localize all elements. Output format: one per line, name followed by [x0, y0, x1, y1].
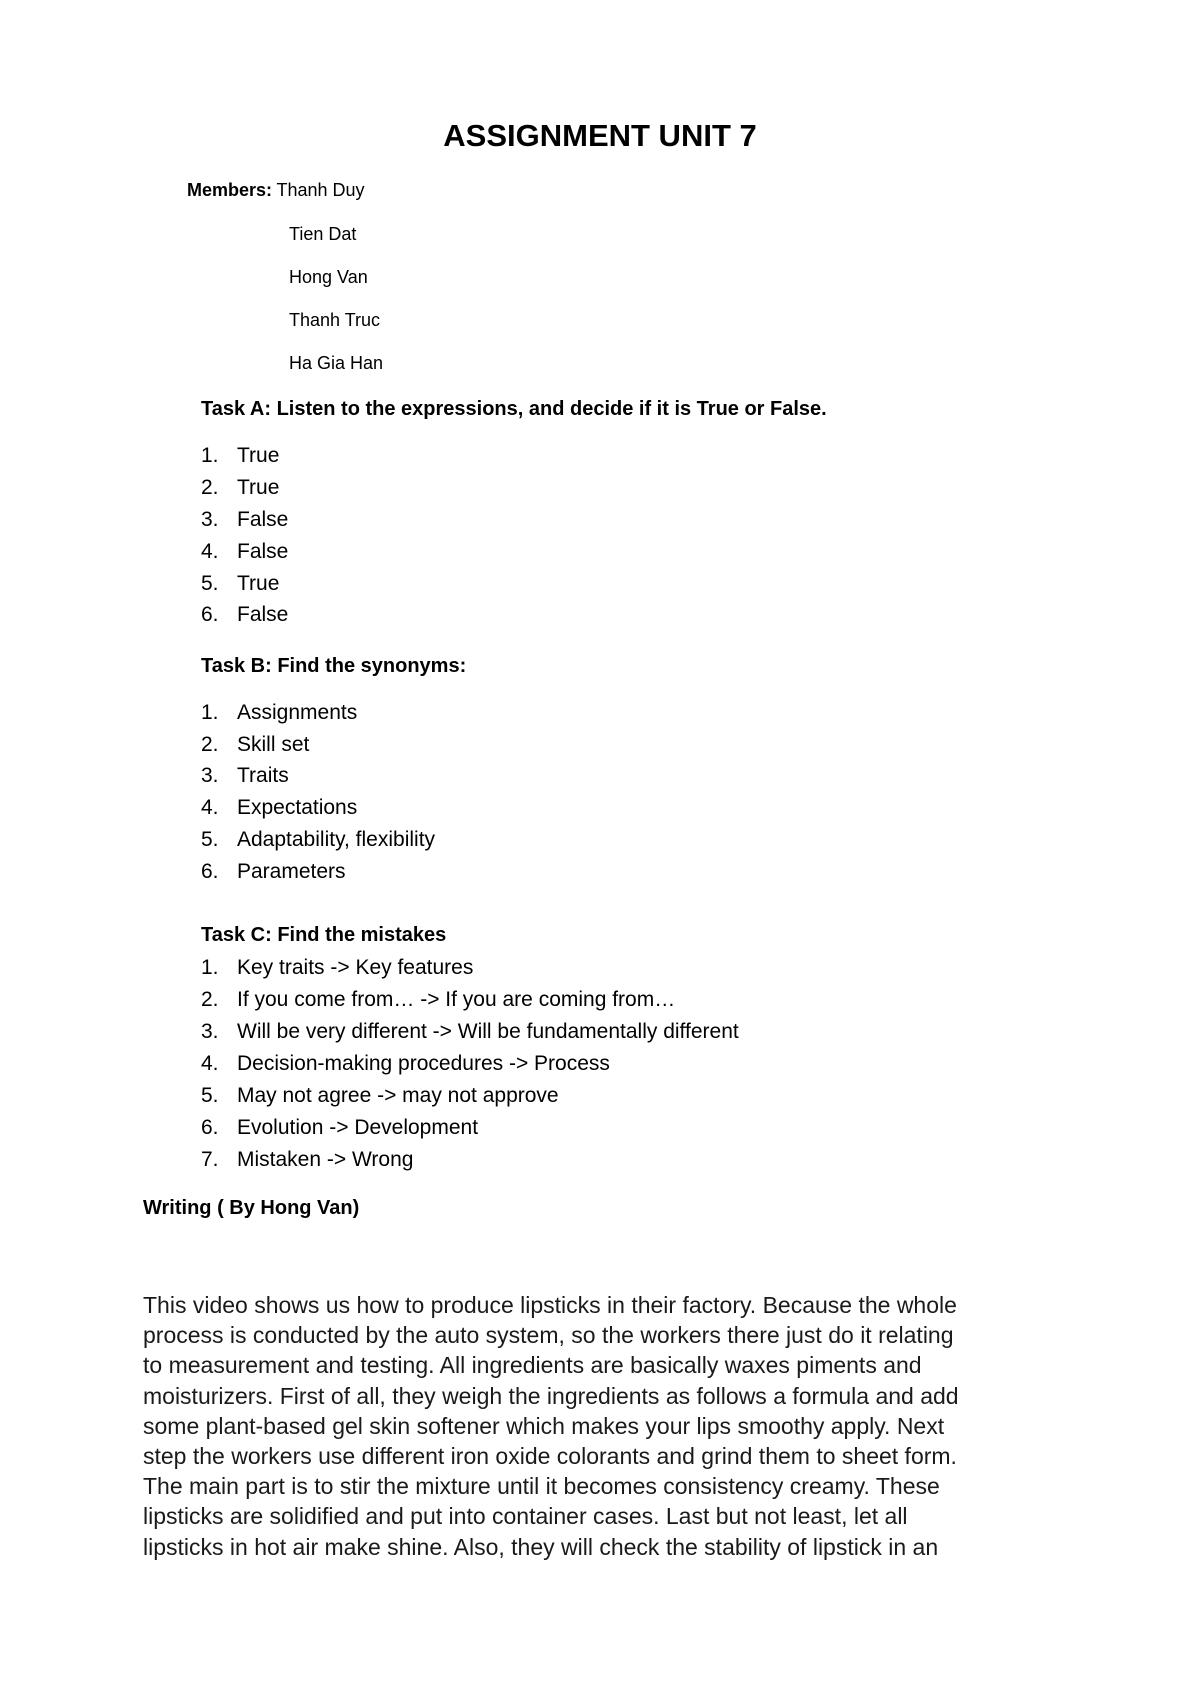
list-item: 6. Parameters	[201, 860, 346, 883]
list-item: 3. Traits	[201, 764, 289, 787]
list-item: 1. True	[201, 444, 280, 467]
member-name: Hong Van	[289, 267, 368, 287]
paragraph-line: some plant-based gel skin softener which makes your lips smoothy apply. Next	[143, 1412, 945, 1439]
member-name: Thanh Truc	[289, 310, 381, 330]
paragraph-line: moisturizers. First of all, they weigh the ingredients as follows a formula and add	[143, 1382, 959, 1409]
paragraph-line: The main part is to stir the mixture until it becomes consistency creamy. These	[143, 1473, 940, 1500]
list-item: 3. Will be very different -> Will be fundamentally different	[201, 1020, 739, 1043]
list-item: 7. Mistaken -> Wrong	[201, 1148, 414, 1171]
document-title: ASSIGNMENT UNIT 7	[443, 118, 757, 153]
member-name: Tien Dat	[289, 224, 357, 244]
list-item: 4. Expectations	[201, 796, 358, 819]
writing-paragraph	[143, 1290, 1103, 1562]
paragraph-line: lipsticks in hot air make shine. Also, they will check the stability of lipstick in an	[143, 1533, 939, 1560]
members-block	[187, 180, 365, 201]
writing-heading: Writing ( By Hong Van)	[143, 1197, 360, 1219]
list-item: 1. Assignments	[201, 701, 358, 724]
paragraph-line: lipsticks are solidified and put into container cases. Last but not least, let all	[143, 1503, 908, 1530]
list-item: 2. If you come from… -> If you are coming from…	[201, 988, 676, 1011]
list-item: 5. May not agree -> may not approve	[201, 1084, 559, 1107]
member-name: Thanh Duy	[276, 180, 365, 200]
paragraph-line: to measurement and testing. All ingredients are basically waxes piments and	[143, 1352, 922, 1379]
task-a-heading: Task A: Listen to the expressions, and decide if it is True or False.	[201, 398, 827, 420]
task-b-heading: Task B: Find the synonyms:	[201, 655, 467, 677]
paragraph-line: This video shows us how to produce lipsticks in their factory. Because the whole	[143, 1292, 957, 1318]
list-item: 5. True	[201, 572, 280, 595]
list-item: 1. Key traits -> Key features	[201, 956, 474, 979]
paragraph-line: step the workers use different iron oxide colorants and grind them to sheet form.	[143, 1443, 957, 1470]
list-item: 6. False	[201, 603, 289, 626]
list-item: 4. False	[201, 540, 289, 563]
list-item: 6. Evolution -> Development	[201, 1116, 479, 1139]
task-c-heading: Task C: Find the mistakes	[201, 924, 447, 946]
members-label: Members:	[187, 180, 273, 200]
list-item: 4. Decision-making procedures -> Process	[201, 1052, 610, 1075]
paragraph-line: process is conducted by the auto system, so the workers there just do it relating	[143, 1322, 954, 1349]
member-name: Ha Gia Han	[289, 353, 384, 373]
list-item: 3. False	[201, 508, 289, 531]
list-item: 2. True	[201, 476, 280, 499]
list-item: 5. Adaptability, flexibility	[201, 828, 436, 851]
list-item: 2. Skill set	[201, 733, 310, 756]
